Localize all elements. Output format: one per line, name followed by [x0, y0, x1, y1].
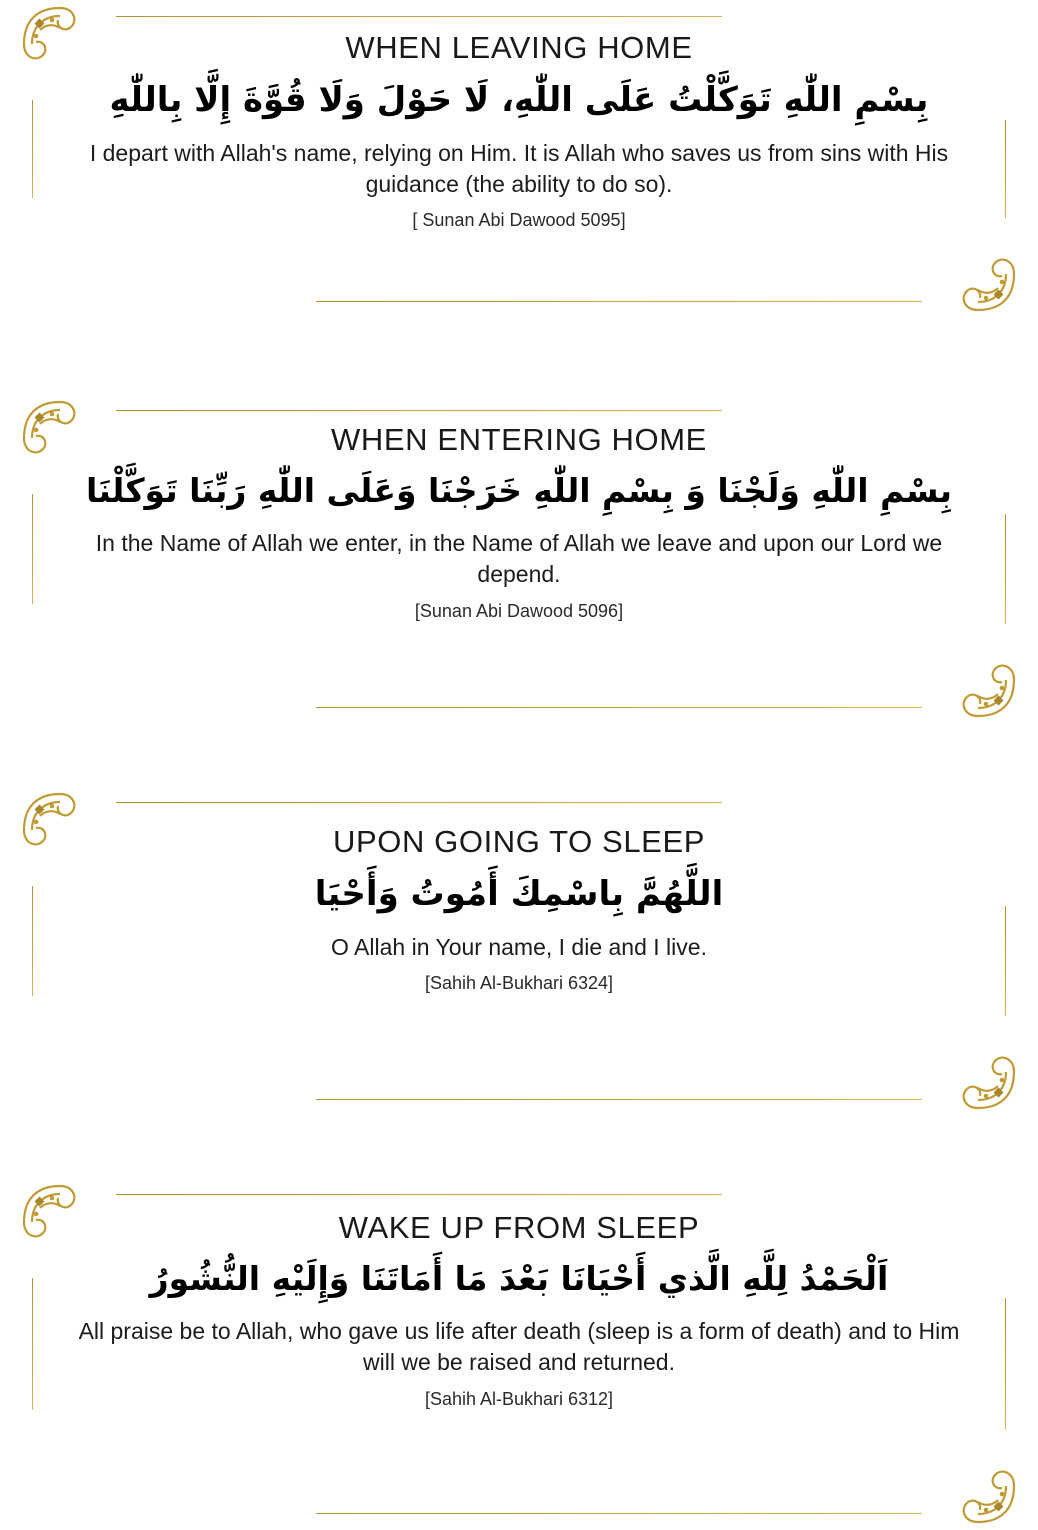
- dua-card-wake-up-from-sleep: [16, 1178, 1022, 1530]
- dua-title: WHEN LEAVING HOME: [345, 30, 693, 65]
- frame-rule-top: [116, 1194, 722, 1195]
- dua-card-going-to-sleep: [16, 786, 1022, 1116]
- dua-translation: All praise be to Allah, who gave us life after death (sleep is a form of death) and to Him will we be raised and returned.: [78, 1318, 960, 1376]
- frame-rule-right: [1005, 120, 1006, 218]
- frame-rule-right: [1005, 514, 1006, 624]
- frame-rule-left: [32, 494, 33, 604]
- frame-rule-top: [116, 16, 722, 17]
- dua-card-entering-home: [16, 394, 1022, 724]
- dua-reference: [Sahih Al-Bukhari 6324]: [424, 973, 614, 994]
- frame-rule-bottom: [316, 707, 922, 708]
- frame-rule-top: [116, 410, 722, 411]
- dua-arabic-text: اَلْحَمْدُ لِلَّهِ الَّذي أَحْيَانَا بَعْدَ مَا أَمَاتَنَا وَإِلَيْهِ النُّشُورُ: [149, 1259, 889, 1298]
- dua-card-leaving-home: [16, 0, 1022, 318]
- dua-title: WAKE UP FROM SLEEP: [338, 1210, 700, 1245]
- card-spacer: [0, 1116, 1038, 1178]
- frame-rule-right: [1005, 1298, 1006, 1430]
- dua-title: UPON GOING TO SLEEP: [332, 824, 706, 859]
- dua-translation: In the Name of Allah we enter, in the Name of Allah we leave and upon our Lord we depend.: [95, 530, 943, 588]
- frame-rule-top: [116, 802, 722, 803]
- dua-reference: [Sahih Al-Bukhari 6312]: [424, 1388, 614, 1409]
- frame-rule-left: [32, 100, 33, 198]
- ornament-corner-bottom-right-icon: [912, 614, 1022, 724]
- dua-translation: O Allah in Your name, I die and I live.: [331, 934, 707, 961]
- ornament-corner-bottom-right-icon: [912, 1420, 1022, 1530]
- dua-translation: I depart with Allah's name, relying on Him. It is Allah who saves us from sins with His guidance (the ability to do so).: [89, 140, 949, 198]
- frame-rule-bottom: [316, 301, 922, 302]
- frame-rule-left: [32, 1278, 33, 1410]
- card-spacer: [0, 724, 1038, 786]
- frame-rule-bottom: [316, 1099, 922, 1100]
- dua-arabic-text: اللَّهُمَّ بِاسْمِكَ أَمُوتُ وَأَحْيَا: [314, 874, 724, 914]
- dua-reference: [ Sunan Abi Dawood 5095]: [412, 210, 626, 231]
- dua-arabic-text: بِسْمِ اللّٰهِ تَوَكَّلْتُ عَلَى اللّٰهِ، لَا حَوْلَ وَلَا قُوَّةَ إِلَّا بِاللّٰهِ: [109, 80, 929, 120]
- frame-rule-bottom: [316, 1513, 922, 1514]
- dua-reference: [Sunan Abi Dawood 5096]: [414, 600, 624, 621]
- card-spacer: [0, 318, 1038, 394]
- frame-rule-right: [1005, 906, 1006, 1016]
- ornament-corner-bottom-right-icon: [912, 1006, 1022, 1116]
- frame-rule-left: [32, 886, 33, 996]
- dua-title: WHEN ENTERING HOME: [331, 422, 707, 457]
- dua-arabic-text: بِسْمِ اللّٰهِ وَلَجْنَا وَ بِسْمِ اللّٰهِ خَرَجْنَا وَعَلَى اللّٰهِ رَبِّنَا تَوَكَّلْنَا: [86, 471, 952, 510]
